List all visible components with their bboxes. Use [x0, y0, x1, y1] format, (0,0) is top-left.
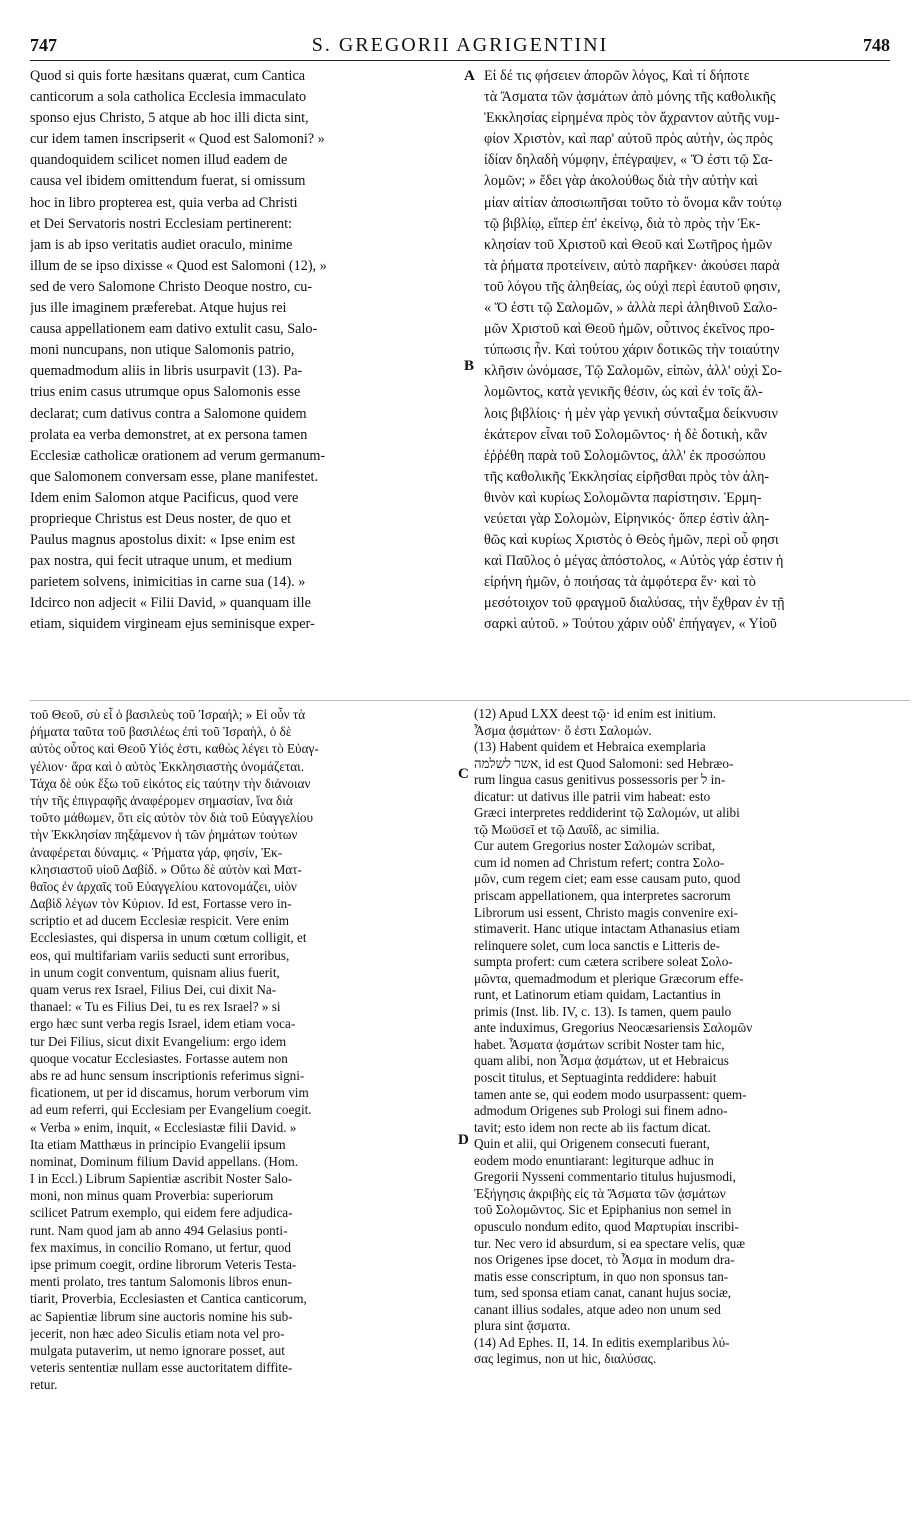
section-divider	[30, 700, 910, 701]
text-line: Ecclesiastes, qui dispersa in unum cœtum colligit, et	[30, 930, 307, 946]
text-line: (12) Apud LXX deest τῷ· id enim est initium.	[474, 706, 717, 721]
text-line: dicatur: ut dativus ille patrii vim habeat: esto	[474, 788, 711, 804]
text-line: Paulus magnus apostolus dixit: « Ipse enim est	[30, 532, 296, 549]
text-line: Gregorii Nysseni commentario titulus hujusmodi,	[474, 1169, 736, 1185]
text-line: tavit; esto idem non recte ab iis factum dicat.	[474, 1119, 711, 1135]
text-line: μῶντα, quemadmodum et plerique Græcorum effe-	[474, 970, 744, 986]
text-line: τὰ Ἄσματα τῶν ᾀσμάτων ἀπὸ μόνης τῆς καθολικῆς	[484, 89, 776, 106]
text-line: τῷ Μωϋσεῖ et τῷ Δαυΐδ, ac similia.	[474, 821, 660, 837]
text-line: in unum cogit conventum, quisnam alius fuerit,	[30, 964, 280, 980]
text-line: nominat, Dominum filium David appellans. (Hom.	[30, 1153, 299, 1169]
text-line: γέλιον· ἄρα καὶ ὁ αὐτὸς Ἐκκλησιαστὴς ὀνομάζεται.	[30, 758, 305, 774]
text-line: proprieque Christus est Deus noster, de quo et	[30, 510, 292, 527]
text-line: quam verus rex Israel, Filius Dei, cui dixit Na-	[30, 982, 277, 997]
commentary-column	[30, 706, 455, 1394]
text-line: ῥήματα ταῦτα τοῦ βασιλέως ἐπὶ τοῦ Ἰσραὴλ, ὁ δὲ	[30, 724, 292, 740]
footnotes-column	[474, 706, 906, 1368]
text-line: σαρκὶ αὐτοῦ. » Τούτου χάριν οὐδ' ἐπήγαγεν, « Υἱοῦ	[484, 616, 777, 633]
text-line: τῷ βιβλίῳ, εἴπερ ἐπ' ἐκείνῳ, διὰ τὸ πρὸς τὴν Ἐκ-	[484, 215, 761, 232]
text-line: τύπωσις ἦν. Καὶ τούτου χάριν δοτικῶς τὴν τοιαύτην	[484, 342, 780, 359]
text-line: λοις βιβλίοις· ἡ μὲν γὰρ γενικὴ σύνταξμα δείκνυσιν	[484, 405, 778, 422]
text-line: τὴν τῆς ἐπιγραφῆς ἀναφέρομεν σημασίαν, ἵνα διὰ	[30, 792, 293, 808]
text-line: ad eum referri, qui Ecclesiam per Evangelium coegit.	[30, 1102, 312, 1118]
text-line: retur.	[30, 1377, 58, 1393]
text-line: moni nuncupans, non utique Salomonis patrio,	[30, 342, 295, 359]
text-line: φίον Χριστὸν, καὶ παρ' αὐτοῦ πρὸς αὐτὴν, ὡς πρὸς	[484, 131, 773, 148]
text-line: Cur autem Gregorius noster Σαλομών scribat,	[474, 838, 716, 854]
text-line: ἑκάτερον εἶναι τοῦ Σολομῶντος· ἡ δὲ δοτικὴ, κἂν	[484, 426, 768, 443]
text-line: tur. Nec vero id absurdum, si ea spectare velis, quæ	[474, 1235, 745, 1251]
text-line: Δαβὶδ λέγων τὸν Κύριον. Id est, Fortasse vero in-	[30, 896, 292, 912]
text-line: prolata ea verba demonstret, at ex persona tamen	[30, 426, 308, 443]
text-line: « Verba » enim, inquit, « Ecclesiastæ filii David. »	[30, 1119, 297, 1135]
text-line: quandoquidem scilicet nomen illud eadem de	[30, 152, 288, 169]
text-line: tur Dei Filius, sicut dixit Evangelium: ergo idem	[30, 1033, 287, 1049]
page-header	[30, 30, 890, 61]
text-line: quoque vocatur Ecclesiastes. Fortasse autem non	[30, 1050, 288, 1066]
text-line: Ἐκκλησίας εἰρημένα πρὸς τὸν ἄχραντον αὐτῆς νυμ-	[484, 110, 780, 127]
text-line: Εἰ δέ τις φήσειεν ἀπορῶν λόγος, Καὶ τί δήποτε	[484, 68, 750, 84]
text-line: θαῖος ἐν ἀρχαῖς τοῦ Εὐαγγελίου κατονομάζει, υἱὸν	[30, 878, 297, 894]
text-line: runt, et Latinorum etiam quidam, Lactantius in	[474, 987, 721, 1003]
text-line: priscam appellationem, qua interpretes sacrorum	[474, 888, 731, 904]
text-line: αὐτὸς οὗτος καὶ Θεοῦ Υἱός ἐστι, καθὼς λέγει τὸ Εὐαγ-	[30, 741, 319, 757]
text-line: Ἆσμα ᾀσμάτων· ὅ ἐστι Σαλομών.	[474, 722, 652, 738]
text-line: ergo hæc sunt verba regis Israel, idem etiam voca-	[30, 1016, 296, 1032]
text-line: matis esse conscriptum, in quo non sponsus tan-	[474, 1268, 729, 1284]
text-line: opusculo nondum edito, quod Μαρτυρίαι inscribi-	[474, 1218, 739, 1234]
text-line: quam alibi, non Ἆσμα ᾀσμάτων, ut et Hebraicus	[474, 1053, 729, 1069]
text-line: que Salomonem conversam esse, plane manifestet.	[30, 468, 318, 485]
text-line: tum, sed sponsa etiam canat, canant hujus sociæ,	[474, 1285, 732, 1301]
text-line: poscit titulus, et Septuaginta reddidere: habuit	[474, 1070, 717, 1086]
text-line: cum id nomen ad Christum refert; contra Σολο-	[474, 854, 725, 870]
greek-column-upper	[484, 66, 908, 636]
text-line: parietem solvens, inimicitias in carne sua (14). »	[30, 574, 306, 591]
text-line: eos, qui multifariam variis seducti sunt erroribus,	[30, 947, 290, 963]
text-line: ac Sapientiæ librum sine auctoris nomine his sub-	[30, 1308, 293, 1324]
text-line: Idcirco non adjecit « Filii David, » quanquam ille	[30, 595, 311, 612]
text-line: θινὸν καὶ κυρίως Σολομῶντα παρίστησιν. Ἑρμη-	[484, 489, 762, 506]
text-line: τῆς καθολικῆς Ἐκκλησίας εἰρῆσθαι πρὸς τὸν ἀλη-	[484, 468, 770, 485]
text-line: μῶν, cum regem ciet; eam esse causam puto, quod	[474, 871, 741, 887]
text-line: eodem modo enuntiarant: legiturque adhuc in	[474, 1152, 714, 1168]
text-line: habet. Ἆσματα ᾀσμάτων scribit Noster tam hic,	[474, 1036, 725, 1052]
text-line: hoc in libro propterea est, quia verba ad Christi	[30, 194, 298, 211]
margin-marker-b: B	[464, 358, 475, 374]
text-line: plura sint ᾄσματα.	[474, 1318, 571, 1334]
margin-marker-a: A	[464, 68, 475, 84]
text-line: quemadmodum aliis in libris usurpavit (13). Pa-	[30, 363, 303, 380]
text-line: veteris sententiæ nullam esse auctoritatem diffite-	[30, 1360, 293, 1376]
text-line: τοῦτο μάθωμεν, ὅτι εἰς αὐτὸν τὸν διὰ τοῦ Εὐαγγελίου	[30, 810, 314, 826]
text-line: τὰ ῥήματα προτείνειν, αὐτὸ παρῆκεν· ἀκούσει παρὰ	[484, 257, 780, 274]
text-line: κλῆσιν ὠνόμασε, Τῷ Σαλομῶν, εἰπὼν, ἀλλ' οὐχὶ Σο-	[484, 363, 782, 380]
text-line: σας legimus, non ut hic, διαλύσας.	[474, 1351, 657, 1367]
text-line: μεσότοιχον τοῦ φραγμοῦ διαλύσας, τὴν ἔχθραν ἐν τῇ	[484, 595, 785, 612]
text-line: ante induximus, Gregorius Neocæsariensis Σαλομῶν	[474, 1020, 753, 1036]
text-line: jam is ab ipso veritatis audiet oraculo, minime	[30, 236, 293, 253]
text-line: stimaverit. Hanc utique intactam Athanasius etiam	[474, 921, 740, 937]
running-head: S. GREGORII AGRIGENTINI	[311, 33, 609, 56]
text-line: jus ille imaginem præferebat. Atque hujus rei	[30, 300, 287, 317]
text-line: sponso ejus Christo, 5 atque ab hoc illi dicta sint,	[30, 110, 309, 127]
text-line: τοῦ Θεοῦ, σὺ εἶ ὁ βασιλεὺς τοῦ Ἰσραήλ; » Εἰ οὖν τὰ	[30, 707, 306, 722]
text-line: Quod si quis forte hæsitans quærat, cum Cantica	[30, 68, 306, 84]
text-line: τοῦ Σολομῶντος. Sic et Epiphanius non semel in	[474, 1202, 732, 1218]
text-line: Ita etiam Matthæus in principio Evangelii ipsum	[30, 1136, 286, 1152]
text-line: primis (Inst. lib. IV, c. 13). Is tamen, quem paulo	[474, 1003, 732, 1019]
text-line: (14) Ad Ephes. II, 14. In editis exemplaribus λύ-	[474, 1334, 730, 1350]
text-line: Quin et alii, qui Origenem consecuti fuerant,	[474, 1136, 710, 1152]
text-line: rum lingua casus genitivus possessoris per ל in-	[474, 772, 726, 788]
text-line: Τάχα δὲ οὐκ ἔξω τοῦ εἰκότος εἰς ταύτην τὴν διάνοιαν	[30, 775, 311, 791]
text-line: relinquere solet, cum loca sanctis e Litteris de-	[474, 937, 721, 953]
text-line: Idem enim Salomon atque Pacificus, quod vere	[30, 489, 299, 506]
text-line: εἰρήνη ἡμῶν, ὁ ποιήσας τὰ ἀμφότερα ἕν· καὶ τὸ	[484, 574, 756, 591]
text-line: κλησίαν τοῦ Χριστοῦ καὶ Θεοῦ καὶ Σωτῆρος ἡμῶν	[484, 236, 773, 253]
text-line: moni, non minus quam Proverbia: superiorum	[30, 1188, 274, 1204]
text-line: « Ὅ ἐστι τῷ Σαλομῶν, » ἀλλὰ περὶ ἀληθινοῦ Σαλο-	[484, 300, 778, 317]
text-line: cur idem tamen inscripserit « Quod est Salomoni? »	[30, 131, 325, 148]
text-line: Ἐξήγησις ἀκριβὴς εἰς τὰ Ἄσματα τῶν ᾀσμάτων	[474, 1185, 726, 1201]
text-line: trius enim casus utrumque opus Salomonis esse	[30, 384, 301, 401]
text-line: causa appellationem eam dativo extulit casu, Salo-	[30, 321, 318, 338]
text-line: admodum Origenes sub Prologi sui finem adno-	[474, 1103, 728, 1119]
latin-column-upper	[30, 66, 458, 636]
margin-marker-d: D	[458, 1132, 469, 1148]
text-line: sed de vero Salomone Christo Deoque nostro, cu-	[30, 278, 313, 295]
text-line: θῶς καὶ κυρίως Χριστὸς ὁ Θεὸς ἡμῶν, περὶ οὗ φησι	[484, 532, 779, 549]
text-line: etiam, siquidem virgineam ejus seminisque exper-	[30, 616, 315, 633]
text-line: λομῶν; » ἔδει γὰρ ἀκολούθως διὰ τὴν αὐτὴν καὶ	[484, 173, 758, 190]
text-line: μίαν αἰτίαν ἀποσιωπῆσαι τοῦτο τὸ ὄνομα κἂν τούτῳ	[484, 194, 782, 211]
text-line: mulgata putaverim, ut nemo ignorare posset, aut	[30, 1342, 285, 1358]
margin-marker-c: C	[458, 766, 469, 782]
text-line: thanael: « Tu es Filius Dei, tu es rex Israel? » si	[30, 999, 281, 1015]
text-line: τὴν Ἐκκλησίαν πηξάμενον ἡ τῶν ῥημάτων τούτων	[30, 827, 298, 843]
text-line: jecerit, non hæc adeo Siculis etiam nota vel pro-	[30, 1325, 285, 1341]
text-line: scriptio et ad ducem Ecclesiæ respicit. Vere enim	[30, 913, 290, 929]
page-number-left: 747	[30, 34, 57, 55]
text-line: Librorum usi essent, Christo magis convenire exi-	[474, 904, 739, 920]
text-line: canticorum a sola catholica Ecclesia immaculato	[30, 89, 307, 106]
text-line: ficationem, ut per id discamus, horum verborum vim	[30, 1085, 309, 1101]
text-line: ἰδίαν δηλαδὴ νύμφην, ἐπέγραψεν, « Ὅ ἐστι τῷ Σα-	[484, 152, 773, 169]
text-line: אשר לשלמה, id est Quod Salomoni: sed Hebræo-	[474, 755, 734, 771]
text-line: κλησιαστοῦ υἱοῦ Δαβίδ. » Οὕτω δὲ αὐτὸν καὶ Ματ-	[30, 861, 302, 877]
text-line: runt. Nam quod jam ab anno 494 Gelasius ponti-	[30, 1222, 288, 1238]
text-line: menti prolato, tres tantum Salomonis libros enun-	[30, 1274, 292, 1290]
text-line: tiarit, Proverbia, Ecclesiasten et Cantica canticorum,	[30, 1291, 307, 1307]
text-line: scilicet Patrum exemplo, qui eidem fere adjudica-	[30, 1205, 293, 1221]
text-line: Ecclesiæ catholicæ orationem ad verum germanum-	[30, 447, 326, 464]
text-line: illum de se ipso dixisse « Quod est Salomoni (12), »	[30, 257, 327, 274]
text-line: declarat; cum dativus contra a Salomone quidem	[30, 405, 307, 422]
text-line: canant illius sodales, atque adeo non unum sed	[474, 1301, 721, 1317]
text-line: abs re ad hunc sensum inscriptionis referimus signi-	[30, 1067, 305, 1083]
text-line: Græci interpretes reddiderint τῷ Σαλομών, ut alibi	[474, 805, 740, 821]
text-line: causa vel ibidem omittendum fuerat, si omissum	[30, 173, 306, 190]
text-line: καὶ Παῦλος ὁ μέγας ἀπόστολος, « Αὐτὸς γάρ ἐστιν ἡ	[484, 553, 784, 570]
text-line: pax nostra, qui fecit utraque unum, et medium	[30, 553, 293, 570]
text-line: τοῦ λόγου τῆς ἀληθείας, ὡς οὐχὶ περὶ ἑαυτοῦ φησιν,	[484, 278, 781, 295]
page-number-right: 748	[862, 34, 890, 55]
text-line: sumpta profert: cum cætera scribere soleat Σολο-	[474, 954, 733, 970]
text-line: tamen ante se, qui eodem modo usurpassent: quem-	[474, 1086, 747, 1102]
text-line: fex maximus, in concilio Romano, ut fertur, quod	[30, 1239, 291, 1255]
text-line: ἐῤῥέθη παρὰ τοῦ Σολομῶντος, ἀλλ' ἐκ προσώπου	[484, 447, 766, 464]
text-line: νεύεται γὰρ Σολομὼν, Εἰρηνικός· ὅπερ ἐστὶν ἀλη-	[484, 510, 770, 527]
text-line: μῶν Χριστοῦ καὶ Θεοῦ ἡμῶν, οὗτινος ἐκεῖνος προ-	[484, 321, 775, 338]
text-line: λομῶντος, κατὰ γενικῆς θέσιν, ὡς καὶ ἐν τοῖς ἄλ-	[484, 384, 763, 401]
text-line: I in Eccl.) Librum Sapientiæ ascribit Noster Salo-	[30, 1171, 293, 1187]
text-line: et Dei Servatoris nostri Ecclesiam pertinerent:	[30, 215, 292, 232]
text-line: ἀναφέρεται δύναμις. « Ῥήματα γάρ, φησίν, Ἐκ-	[30, 844, 283, 860]
text-line: ipse primum coegit, ordine librorum Veteris Testa-	[30, 1257, 297, 1272]
text-line: nos Origenes ipse docet, τὸ Ἆσμα in modum dra-	[474, 1252, 735, 1268]
text-line: (13) Habent quidem et Hebraica exemplaria	[474, 739, 706, 755]
